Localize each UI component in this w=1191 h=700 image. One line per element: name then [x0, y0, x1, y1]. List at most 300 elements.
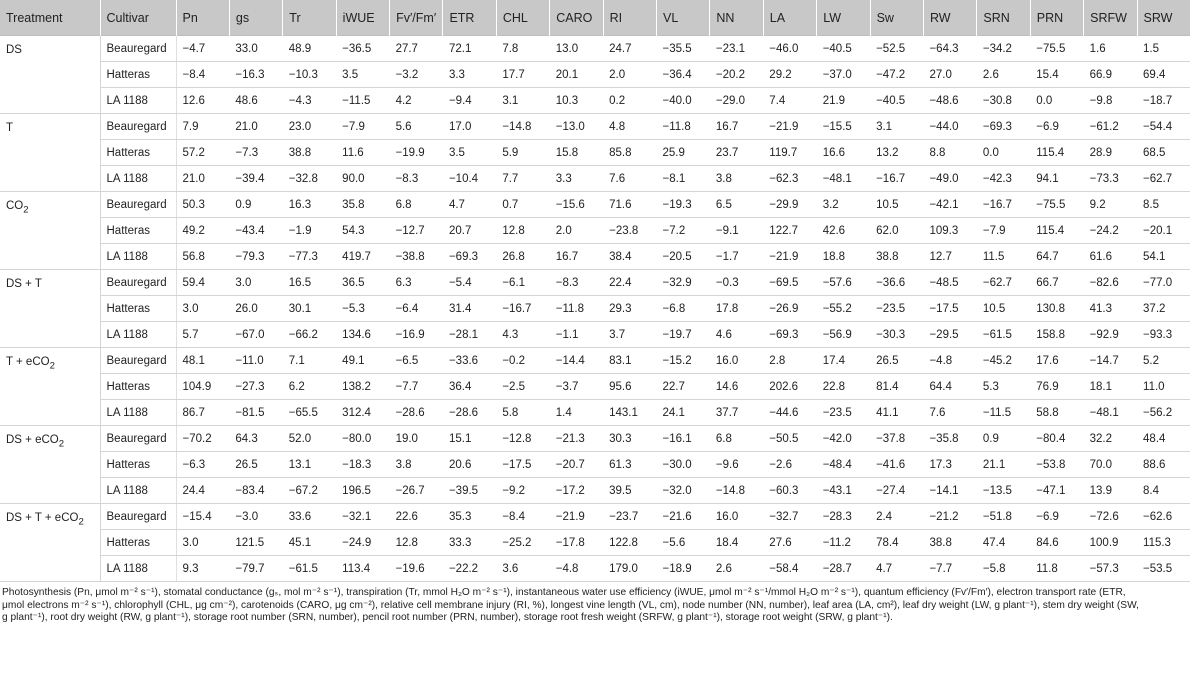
value-cell: −51.8 — [977, 504, 1030, 530]
value-cell: 29.3 — [603, 296, 656, 322]
value-cell: −36.4 — [657, 62, 710, 88]
treatment-cell — [0, 348, 100, 426]
value-cell: 5.9 — [496, 140, 549, 166]
value-cell: 35.8 — [336, 192, 389, 218]
value-cell: 16.3 — [283, 192, 336, 218]
value-cell: −40.0 — [657, 88, 710, 114]
value-cell: −14.8 — [496, 114, 549, 140]
value-cell: 0.2 — [603, 88, 656, 114]
value-cell: −29.0 — [710, 88, 763, 114]
value-cell: 83.1 — [603, 348, 656, 374]
treatment-label: DS + T + eCO — [6, 512, 79, 524]
value-cell: −11.0 — [229, 348, 282, 374]
value-cell: 3.3 — [443, 62, 496, 88]
value-cell: −8.4 — [496, 504, 549, 530]
value-cell: 113.4 — [336, 556, 389, 582]
value-cell: −29.5 — [923, 322, 976, 348]
value-cell: 7.8 — [496, 36, 549, 62]
value-cell: 11.8 — [1030, 556, 1083, 582]
value-cell: −47.2 — [870, 62, 923, 88]
value-cell: 11.6 — [336, 140, 389, 166]
value-cell: −45.2 — [977, 348, 1030, 374]
value-cell: −37.8 — [870, 426, 923, 452]
value-cell: −43.4 — [229, 218, 282, 244]
value-cell: 15.8 — [550, 140, 603, 166]
value-cell: 22.6 — [390, 504, 443, 530]
value-cell: 115.4 — [1030, 218, 1083, 244]
cultivar-cell: Hatteras — [100, 530, 176, 556]
cultivar-cell: Beauregard — [100, 348, 176, 374]
value-cell: −72.6 — [1084, 504, 1137, 530]
value-cell: 7.1 — [283, 348, 336, 374]
value-cell: 23.7 — [710, 140, 763, 166]
cultivar-cell: LA 1188 — [100, 400, 176, 426]
value-cell: −11.5 — [977, 400, 1030, 426]
value-cell: −52.5 — [870, 36, 923, 62]
table-row — [0, 114, 1190, 140]
value-cell: 28.9 — [1084, 140, 1137, 166]
value-cell: −42.1 — [923, 192, 976, 218]
treatment-cell — [0, 36, 100, 114]
value-cell: −7.3 — [229, 140, 282, 166]
value-cell: 16.7 — [550, 244, 603, 270]
value-cell: −21.9 — [763, 244, 816, 270]
value-cell: 11.0 — [1137, 374, 1190, 400]
value-cell: −69.3 — [443, 244, 496, 270]
value-cell: −12.7 — [390, 218, 443, 244]
table-row — [0, 478, 1190, 504]
value-cell: 9.2 — [1084, 192, 1137, 218]
value-cell: −0.2 — [496, 348, 549, 374]
value-cell: 17.4 — [817, 348, 870, 374]
cultivar-cell: Hatteras — [100, 140, 176, 166]
value-cell: −42.0 — [817, 426, 870, 452]
value-cell: −44.0 — [923, 114, 976, 140]
cultivar-cell: Hatteras — [100, 374, 176, 400]
value-cell: 196.5 — [336, 478, 389, 504]
value-cell: −67.2 — [283, 478, 336, 504]
value-cell: 10.5 — [870, 192, 923, 218]
value-cell: −32.0 — [657, 478, 710, 504]
value-cell: 21.1 — [977, 452, 1030, 478]
column-header: Fv′/Fm′ — [390, 0, 443, 36]
value-cell: 134.6 — [336, 322, 389, 348]
value-cell: 26.5 — [229, 452, 282, 478]
value-cell: 26.0 — [229, 296, 282, 322]
value-cell: 22.8 — [817, 374, 870, 400]
column-header: SRW — [1137, 0, 1190, 36]
value-cell: −17.8 — [550, 530, 603, 556]
column-header: RW — [923, 0, 976, 36]
column-header: Tr — [283, 0, 336, 36]
value-cell: −30.3 — [870, 322, 923, 348]
value-cell: −15.6 — [550, 192, 603, 218]
value-cell: 64.7 — [1030, 244, 1083, 270]
value-cell: −26.9 — [763, 296, 816, 322]
value-cell: −92.9 — [1084, 322, 1137, 348]
value-cell: 3.6 — [496, 556, 549, 582]
value-cell: −16.3 — [229, 62, 282, 88]
table-row — [0, 166, 1190, 192]
treatment-label: T — [6, 122, 14, 134]
cultivar-cell: Beauregard — [100, 270, 176, 296]
value-cell: 76.9 — [1030, 374, 1083, 400]
value-cell: 16.7 — [710, 114, 763, 140]
value-cell: −3.2 — [390, 62, 443, 88]
value-cell: −0.3 — [710, 270, 763, 296]
value-cell: 16.0 — [710, 348, 763, 374]
column-header: Pn — [176, 0, 229, 36]
value-cell: 3.2 — [817, 192, 870, 218]
cultivar-cell: LA 1188 — [100, 322, 176, 348]
value-cell: −16.9 — [390, 322, 443, 348]
value-cell: −32.8 — [283, 166, 336, 192]
table-row — [0, 270, 1190, 296]
value-cell: 72.1 — [443, 36, 496, 62]
value-cell: 22.4 — [603, 270, 656, 296]
value-cell: 32.2 — [1084, 426, 1137, 452]
column-header: VL — [657, 0, 710, 36]
value-cell: 69.4 — [1137, 62, 1190, 88]
value-cell: 81.4 — [870, 374, 923, 400]
table-row — [0, 296, 1190, 322]
value-cell: −61.5 — [283, 556, 336, 582]
column-header: ETR — [443, 0, 496, 36]
value-cell: 4.6 — [710, 322, 763, 348]
value-cell: 3.0 — [176, 530, 229, 556]
value-cell: 50.3 — [176, 192, 229, 218]
value-cell: −20.1 — [1137, 218, 1190, 244]
value-cell: 59.4 — [176, 270, 229, 296]
treatment-label: DS + eCO — [6, 434, 59, 446]
value-cell: 49.1 — [336, 348, 389, 374]
value-cell: 0.0 — [1030, 88, 1083, 114]
value-cell: 12.8 — [390, 530, 443, 556]
value-cell: −37.0 — [817, 62, 870, 88]
value-cell: 61.6 — [1084, 244, 1137, 270]
value-cell: −40.5 — [817, 36, 870, 62]
value-cell: 7.6 — [603, 166, 656, 192]
column-header: Cultivar — [100, 0, 176, 36]
value-cell: 33.0 — [229, 36, 282, 62]
value-cell: −36.6 — [870, 270, 923, 296]
value-cell: −28.3 — [817, 504, 870, 530]
table-row — [0, 62, 1190, 88]
value-cell: 202.6 — [763, 374, 816, 400]
value-cell: 66.9 — [1084, 62, 1137, 88]
column-header: NN — [710, 0, 763, 36]
value-cell: 7.6 — [923, 400, 976, 426]
value-cell: −36.5 — [336, 36, 389, 62]
value-cell: −39.4 — [229, 166, 282, 192]
value-cell: −15.2 — [657, 348, 710, 374]
value-cell: 88.6 — [1137, 452, 1190, 478]
value-cell: −16.7 — [977, 192, 1030, 218]
value-cell: 24.1 — [657, 400, 710, 426]
value-cell: 27.6 — [763, 530, 816, 556]
value-cell: −34.2 — [977, 36, 1030, 62]
value-cell: 19.0 — [390, 426, 443, 452]
value-cell: −19.7 — [657, 322, 710, 348]
value-cell: −10.4 — [443, 166, 496, 192]
value-cell: −21.9 — [763, 114, 816, 140]
column-header: Sw — [870, 0, 923, 36]
value-cell: −44.6 — [763, 400, 816, 426]
cultivar-cell: Beauregard — [100, 36, 176, 62]
value-cell: 2.0 — [603, 62, 656, 88]
value-cell: 143.1 — [603, 400, 656, 426]
value-cell: −23.5 — [870, 296, 923, 322]
value-cell: 419.7 — [336, 244, 389, 270]
value-cell: 78.4 — [870, 530, 923, 556]
value-cell: 2.6 — [710, 556, 763, 582]
value-cell: 115.4 — [1030, 140, 1083, 166]
value-cell: −15.4 — [176, 504, 229, 530]
value-cell: −17.5 — [923, 296, 976, 322]
value-cell: 41.1 — [870, 400, 923, 426]
value-cell: −9.1 — [710, 218, 763, 244]
value-cell: −14.8 — [710, 478, 763, 504]
value-cell: −70.2 — [176, 426, 229, 452]
value-cell: −60.3 — [763, 478, 816, 504]
treatment-subscript: 2 — [23, 204, 29, 216]
value-cell: −77.0 — [1137, 270, 1190, 296]
value-cell: −2.6 — [763, 452, 816, 478]
value-cell: −35.8 — [923, 426, 976, 452]
value-cell: 54.1 — [1137, 244, 1190, 270]
value-cell: −23.1 — [710, 36, 763, 62]
value-cell: −19.3 — [657, 192, 710, 218]
value-cell: −23.8 — [603, 218, 656, 244]
value-cell: 68.5 — [1137, 140, 1190, 166]
value-cell: 122.8 — [603, 530, 656, 556]
value-cell: −27.4 — [870, 478, 923, 504]
value-cell: 3.5 — [443, 140, 496, 166]
value-cell: −40.5 — [870, 88, 923, 114]
value-cell: −20.7 — [550, 452, 603, 478]
value-cell: 56.8 — [176, 244, 229, 270]
value-cell: 26.8 — [496, 244, 549, 270]
treatment-cell — [0, 504, 100, 582]
column-header: gs — [229, 0, 282, 36]
value-cell: 64.3 — [229, 426, 282, 452]
value-cell: 17.3 — [923, 452, 976, 478]
table-row — [0, 556, 1190, 582]
value-cell: 3.0 — [176, 296, 229, 322]
value-cell: −57.6 — [817, 270, 870, 296]
value-cell: 4.7 — [443, 192, 496, 218]
treatment-cell — [0, 270, 100, 348]
value-cell: −28.6 — [390, 400, 443, 426]
value-cell: 1.6 — [1084, 36, 1137, 62]
value-cell: 18.1 — [1084, 374, 1137, 400]
cultivar-cell: LA 1188 — [100, 244, 176, 270]
value-cell: 38.8 — [283, 140, 336, 166]
value-cell: 33.6 — [283, 504, 336, 530]
value-cell: −61.2 — [1084, 114, 1137, 140]
value-cell: −11.8 — [550, 296, 603, 322]
value-cell: −39.5 — [443, 478, 496, 504]
table-row — [0, 244, 1190, 270]
value-cell: −7.9 — [336, 114, 389, 140]
value-cell: −21.2 — [923, 504, 976, 530]
value-cell: −19.9 — [390, 140, 443, 166]
value-cell: 5.3 — [977, 374, 1030, 400]
value-cell: 47.4 — [977, 530, 1030, 556]
value-cell: −21.6 — [657, 504, 710, 530]
value-cell: 179.0 — [603, 556, 656, 582]
value-cell: −1.1 — [550, 322, 603, 348]
value-cell: −81.5 — [229, 400, 282, 426]
value-cell: 5.2 — [1137, 348, 1190, 374]
column-header: SRFW — [1084, 0, 1137, 36]
value-cell: 6.5 — [710, 192, 763, 218]
value-cell: 12.6 — [176, 88, 229, 114]
value-cell: 58.8 — [1030, 400, 1083, 426]
header-row — [0, 0, 1190, 36]
treatment-label: T + eCO — [6, 356, 50, 368]
value-cell: 130.8 — [1030, 296, 1083, 322]
value-cell: 39.5 — [603, 478, 656, 504]
value-cell: −62.7 — [977, 270, 1030, 296]
value-cell: 26.5 — [870, 348, 923, 374]
value-cell: 64.4 — [923, 374, 976, 400]
value-cell: 17.6 — [1030, 348, 1083, 374]
value-cell: −14.7 — [1084, 348, 1137, 374]
value-cell: 2.6 — [977, 62, 1030, 88]
value-cell: −32.9 — [657, 270, 710, 296]
value-cell: −6.9 — [1030, 504, 1083, 530]
value-cell: −77.3 — [283, 244, 336, 270]
value-cell: 3.7 — [603, 322, 656, 348]
value-cell: −8.3 — [550, 270, 603, 296]
value-cell: 109.3 — [923, 218, 976, 244]
value-cell: −3.7 — [550, 374, 603, 400]
value-cell: −7.7 — [390, 374, 443, 400]
value-cell: 3.1 — [496, 88, 549, 114]
value-cell: −6.4 — [390, 296, 443, 322]
value-cell: 90.0 — [336, 166, 389, 192]
table-body — [0, 36, 1190, 582]
cultivar-cell: Beauregard — [100, 504, 176, 530]
value-cell: −6.9 — [1030, 114, 1083, 140]
value-cell: 95.6 — [603, 374, 656, 400]
value-cell: 17.0 — [443, 114, 496, 140]
value-cell: −80.4 — [1030, 426, 1083, 452]
value-cell: 7.9 — [176, 114, 229, 140]
value-cell: −50.5 — [763, 426, 816, 452]
value-cell: −73.3 — [1084, 166, 1137, 192]
value-cell: −53.5 — [1137, 556, 1190, 582]
cultivar-cell: LA 1188 — [100, 556, 176, 582]
value-cell: 25.9 — [657, 140, 710, 166]
column-header: Treatment — [0, 0, 100, 36]
value-cell: −2.5 — [496, 374, 549, 400]
value-cell: −26.7 — [390, 478, 443, 504]
value-cell: −9.6 — [710, 452, 763, 478]
value-cell: −55.2 — [817, 296, 870, 322]
value-cell: 35.3 — [443, 504, 496, 530]
value-cell: 20.6 — [443, 452, 496, 478]
value-cell: 52.0 — [283, 426, 336, 452]
value-cell: −38.8 — [390, 244, 443, 270]
value-cell: 5.8 — [496, 400, 549, 426]
treatment-cell — [0, 114, 100, 192]
value-cell: 312.4 — [336, 400, 389, 426]
table-row — [0, 322, 1190, 348]
value-cell: 122.7 — [763, 218, 816, 244]
value-cell: 4.3 — [496, 322, 549, 348]
value-cell: −27.3 — [229, 374, 282, 400]
value-cell: 0.9 — [977, 426, 1030, 452]
value-cell: 71.6 — [603, 192, 656, 218]
value-cell: 4.8 — [603, 114, 656, 140]
value-cell: −20.2 — [710, 62, 763, 88]
value-cell: −8.3 — [390, 166, 443, 192]
value-cell: −18.3 — [336, 452, 389, 478]
value-cell: 3.8 — [710, 166, 763, 192]
treatment-subscript: 2 — [49, 360, 55, 372]
cultivar-cell: Hatteras — [100, 296, 176, 322]
value-cell: 12.7 — [923, 244, 976, 270]
value-cell: 6.3 — [390, 270, 443, 296]
value-cell: −18.9 — [657, 556, 710, 582]
value-cell: 121.5 — [229, 530, 282, 556]
value-cell: 57.2 — [176, 140, 229, 166]
value-cell: −64.3 — [923, 36, 976, 62]
value-cell: −21.9 — [550, 504, 603, 530]
value-cell: 2.4 — [870, 504, 923, 530]
value-cell: 31.4 — [443, 296, 496, 322]
value-cell: 15.1 — [443, 426, 496, 452]
value-cell: 17.8 — [710, 296, 763, 322]
table-row — [0, 36, 1190, 62]
value-cell: 27.0 — [923, 62, 976, 88]
value-cell: −18.7 — [1137, 88, 1190, 114]
footnote: Photosynthesis (Pn, μmol m⁻² s⁻¹), stomatal conductance (gₛ, mol m⁻² s⁻¹), transpiration (Tr, mmol H₂O m⁻² s⁻¹), instantaneous water use efficiency (iWUE, μmol m⁻² s⁻¹/mmol H₂O m⁻² s⁻¹), quantum efficiency (Fv′/Fm′), electron transport rate (ETR, μmol electrons m⁻² s⁻¹), chlorophyll (CHL, μg cm⁻²), carotenoids (CARO, μg cm⁻²), relative cell membrane injury (RI, %), longest vine length (VL, cm), node number (NN, number), leaf area (LA, cm²), leaf dry weight (LW, g plant⁻¹), stem dry weight (SW, g plant⁻¹), root dry weight (RW, g plant⁻¹), storage root number (SRN, number), pencil root number (PRN, number), storage root fresh weight (SRFW, g plant⁻¹), storage root weight (SRW, g plant⁻¹). — [2, 587, 1139, 623]
table-row — [0, 88, 1190, 114]
value-cell: −42.3 — [977, 166, 1030, 192]
value-cell: −23.7 — [603, 504, 656, 530]
table-row — [0, 400, 1190, 426]
column-header: PRN — [1030, 0, 1083, 36]
value-cell: 2.0 — [550, 218, 603, 244]
value-cell: 8.8 — [923, 140, 976, 166]
table-row — [0, 452, 1190, 478]
value-cell: 54.3 — [336, 218, 389, 244]
value-cell: −19.6 — [390, 556, 443, 582]
value-cell: 62.0 — [870, 218, 923, 244]
value-cell: −6.8 — [657, 296, 710, 322]
value-cell: 48.6 — [229, 88, 282, 114]
value-cell: −6.1 — [496, 270, 549, 296]
value-cell: 37.2 — [1137, 296, 1190, 322]
value-cell: 38.8 — [923, 530, 976, 556]
value-cell: 29.2 — [763, 62, 816, 88]
value-cell: 70.0 — [1084, 452, 1137, 478]
value-cell: −35.5 — [657, 36, 710, 62]
value-cell: −41.6 — [870, 452, 923, 478]
value-cell: 20.1 — [550, 62, 603, 88]
value-cell: −57.3 — [1084, 556, 1137, 582]
value-cell: −4.8 — [550, 556, 603, 582]
value-cell: 13.2 — [870, 140, 923, 166]
value-cell: −23.5 — [817, 400, 870, 426]
table-row — [0, 140, 1190, 166]
value-cell: 10.3 — [550, 88, 603, 114]
value-cell: −14.4 — [550, 348, 603, 374]
value-cell: 20.7 — [443, 218, 496, 244]
